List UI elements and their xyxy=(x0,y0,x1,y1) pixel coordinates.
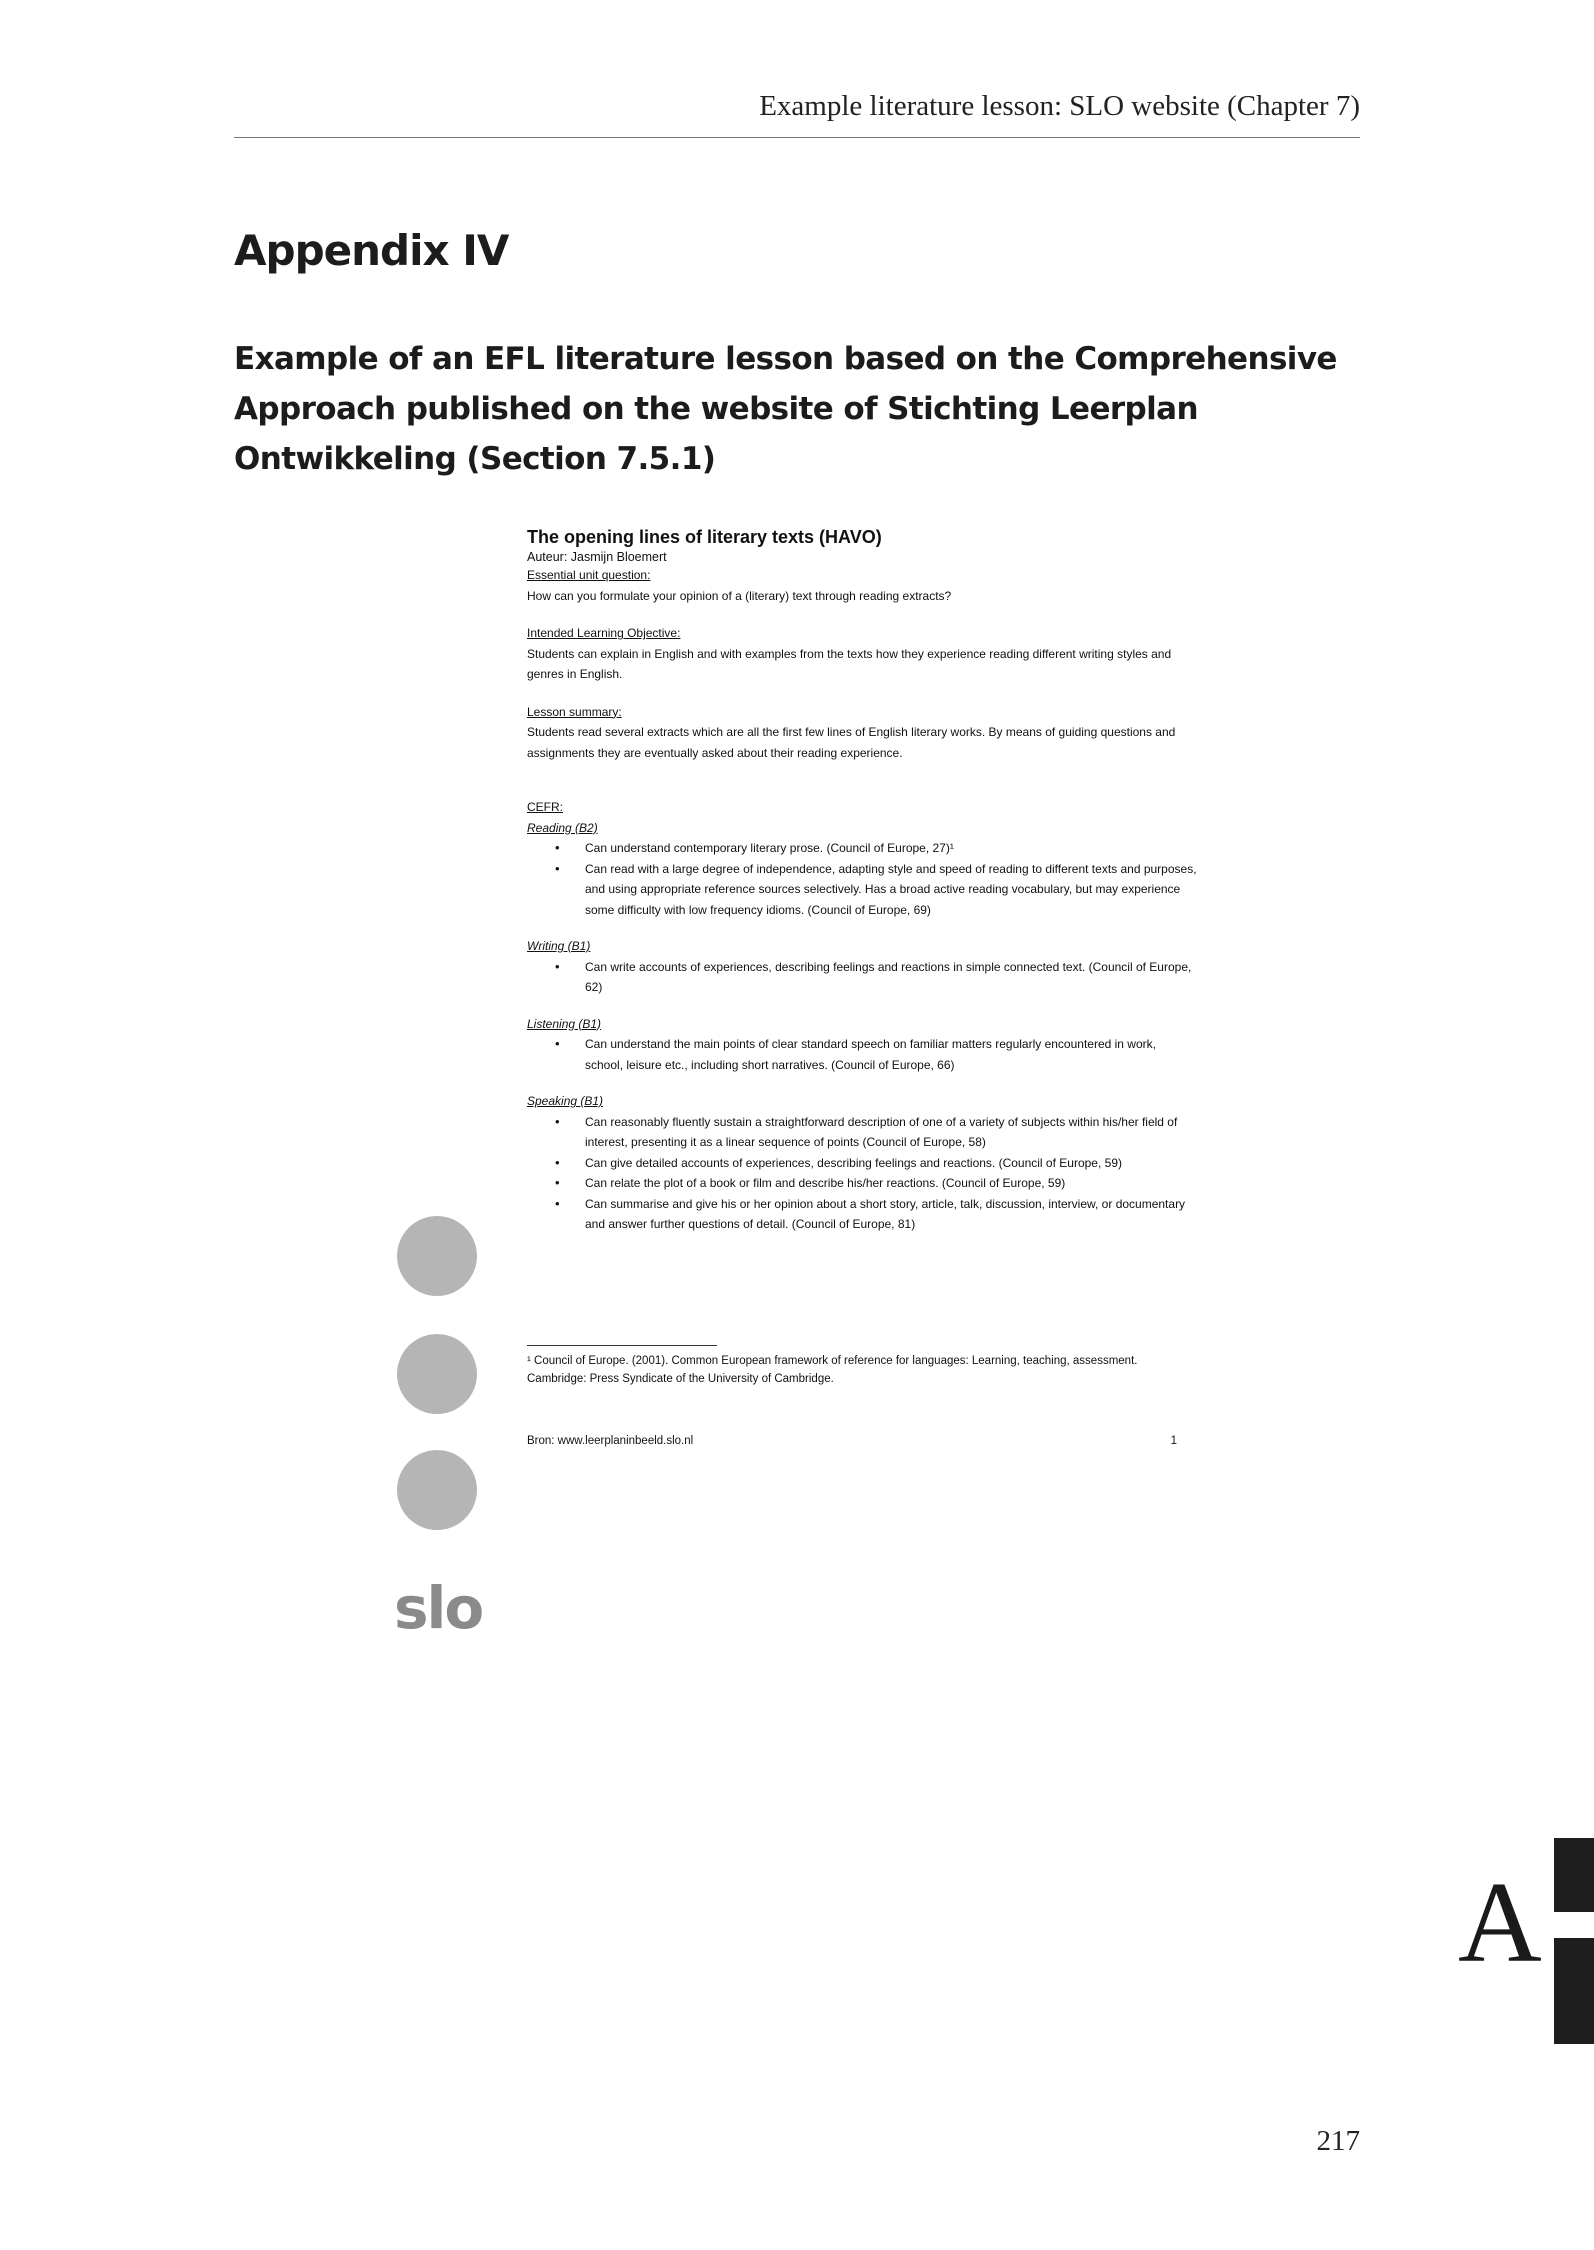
section-body: How can you formulate your opinion of a (literary) text through reading extracts? xyxy=(527,588,952,603)
speaking-list xyxy=(527,1112,1197,1235)
skill-heading-listening: Listening (B1) xyxy=(527,1016,602,1031)
decorative-circle xyxy=(397,1216,477,1296)
source-text: Bron: www.leerplaninbeeld.slo.nl xyxy=(527,1434,694,1447)
doc-section-learning-objective xyxy=(527,623,1197,685)
section-heading: Intended Learning Objective: xyxy=(527,626,681,640)
skill-heading-writing: Writing (B1) xyxy=(527,939,591,953)
skill-heading-speaking: Speaking (B1) xyxy=(527,1094,604,1108)
doc-footer xyxy=(527,1432,1197,1450)
appendix-subtitle: Example of an EFL literature lesson based on the Comprehensive Approach published on the website of Stichting Leerplan Ontwikkeling (Section 7.5.1) xyxy=(234,341,1337,477)
list-item: • Can understand the main points of clear standard speech on familiar matters regularly encountered in work, school, leisure etc., including short narratives. (Council of Europe, 66) xyxy=(585,1034,1197,1075)
list-item: • Can relate the plot of a book or film and describe his/her reactions. (Council of Europe, 59) xyxy=(585,1173,1197,1194)
writing-list xyxy=(527,957,1197,998)
cefr-section xyxy=(527,797,1197,1235)
section-body: Students can explain in English and with examples from the texts how they experience reading different writing styles and genres in English. xyxy=(527,646,1172,681)
doc-title: The opening lines of literary texts (HAVO) xyxy=(527,527,882,547)
doc-section-essential-question xyxy=(527,565,1197,606)
listening-list xyxy=(527,1034,1197,1075)
chapter-tab-letter: A xyxy=(1458,1859,1542,1987)
list-item: • Can understand contemporary literary prose. (Council of Europe, 27)¹ xyxy=(585,838,1197,859)
header-rule xyxy=(234,137,1360,138)
section-heading: Essential unit question: xyxy=(527,568,651,582)
appendix-title: Appendix IV xyxy=(234,226,509,275)
page-number: 217 xyxy=(1316,2125,1360,2157)
doc-page-number: 1 xyxy=(1170,1434,1177,1447)
section-body: Students read several extracts which are all the first few lines of English literary works. By means of guiding questions and assignments they are eventually asked about their reading experience. xyxy=(527,725,1176,760)
reading-list xyxy=(527,838,1197,920)
list-item: • Can write accounts of experiences, describing feelings and reactions in simple connected text. (Council of Europe, 62) xyxy=(585,957,1197,998)
cefr-heading: CEFR: xyxy=(527,800,563,814)
footnote-rule xyxy=(527,1345,717,1346)
doc-section-lesson-summary xyxy=(527,702,1197,764)
slo-logo: slo xyxy=(394,1574,483,1642)
decorative-circle xyxy=(397,1334,477,1414)
list-item: • Can summarise and give his or her opinion about a short story, article, talk, discussion, interview, or documentary and answer further questions of detail. (Council of Europe, 81) xyxy=(585,1194,1197,1235)
footnote: ¹ Council of Europe. (2001). Common European framework of reference for languages: Learning, teaching, assessment. Cambridge: Press Syndicate of the University of Cambridge. xyxy=(527,1354,1138,1385)
list-item: • Can read with a large degree of independence, adapting style and speed of reading to different texts and purposes, and using appropriate reference sources selectively. Has a broad active reading vocabulary, but may experience some difficulty with low frequency idioms. (Council of Europe, 69) xyxy=(585,859,1197,921)
embedded-document xyxy=(527,525,1197,1450)
doc-author: Auteur: Jasmijn Bloemert xyxy=(527,550,667,564)
skill-heading-reading: Reading (B2) xyxy=(527,820,598,835)
chapter-tab-bar-bottom xyxy=(1554,1938,1594,2044)
section-heading: Lesson summary: xyxy=(527,704,622,719)
list-item: • Can give detailed accounts of experiences, describing feelings and reactions. (Council of Europe, 59) xyxy=(585,1153,1197,1174)
running-header: Example literature lesson: SLO website (Chapter 7) xyxy=(759,90,1360,122)
decorative-circle xyxy=(397,1450,477,1530)
list-item: • Can reasonably fluently sustain a straightforward description of one of a variety of subjects within his/her field of interest, presenting it as a linear sequence of points (Council of Europe, 58) xyxy=(585,1112,1197,1153)
chapter-tab-bar-top xyxy=(1554,1838,1594,1912)
